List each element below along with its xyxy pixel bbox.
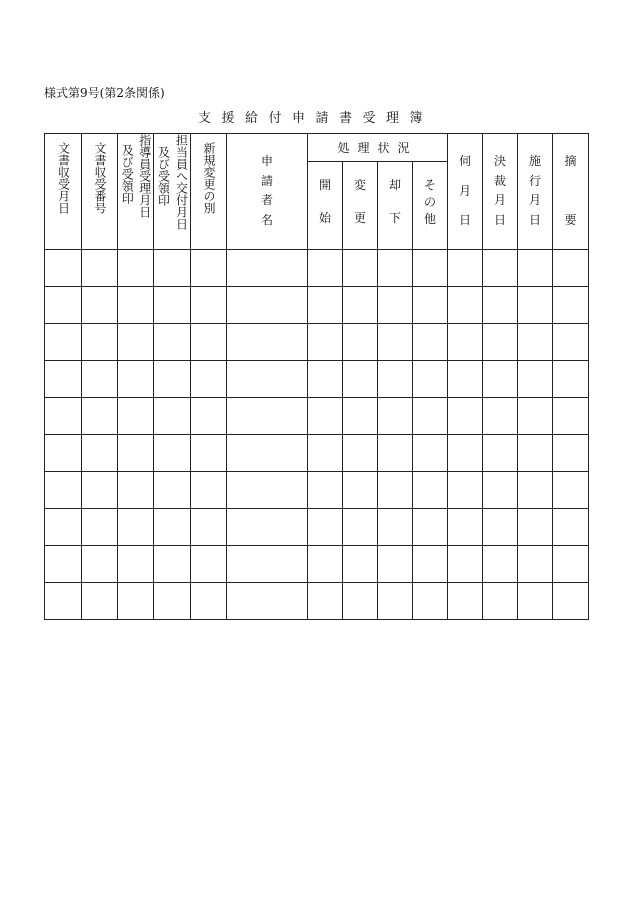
table-cell[interactable] [227, 324, 308, 361]
table-cell[interactable] [483, 398, 518, 435]
table-cell[interactable] [378, 583, 413, 620]
table-cell[interactable] [378, 250, 413, 287]
ledger-body [45, 250, 589, 620]
table-cell[interactable] [378, 324, 413, 361]
table-cell[interactable] [378, 287, 413, 324]
table-cell[interactable] [191, 324, 227, 361]
table-cell[interactable] [154, 583, 191, 620]
table-cell[interactable] [154, 324, 191, 361]
table-cell[interactable] [448, 361, 483, 398]
header-reject: 却 下 [378, 162, 413, 250]
table-cell[interactable] [227, 472, 308, 509]
table-cell[interactable] [553, 324, 589, 361]
table-cell[interactable] [227, 546, 308, 583]
table-cell[interactable] [413, 583, 448, 620]
table-cell[interactable] [343, 324, 378, 361]
table-cell[interactable] [154, 435, 191, 472]
table-cell[interactable] [82, 509, 118, 546]
table-cell[interactable] [448, 250, 483, 287]
table-cell[interactable] [45, 435, 82, 472]
table-cell[interactable] [518, 398, 553, 435]
table-cell[interactable] [191, 435, 227, 472]
table-cell[interactable] [518, 583, 553, 620]
table-cell[interactable] [343, 509, 378, 546]
table-cell[interactable] [483, 324, 518, 361]
table-cell[interactable] [118, 509, 154, 546]
table-cell[interactable] [191, 361, 227, 398]
table-cell[interactable] [308, 250, 343, 287]
table-row [45, 435, 589, 472]
table-cell[interactable] [154, 509, 191, 546]
table-cell[interactable] [82, 583, 118, 620]
table-cell[interactable] [45, 398, 82, 435]
table-cell[interactable] [154, 472, 191, 509]
table-cell[interactable] [45, 361, 82, 398]
table-cell[interactable] [45, 583, 82, 620]
table-cell[interactable] [553, 287, 589, 324]
table-cell[interactable] [308, 509, 343, 546]
header-other: そ の 他 [413, 162, 448, 250]
table-cell[interactable] [483, 287, 518, 324]
table-cell[interactable] [227, 435, 308, 472]
table-cell[interactable] [191, 472, 227, 509]
table-cell[interactable] [413, 435, 448, 472]
table-cell[interactable] [118, 398, 154, 435]
table-cell[interactable] [378, 435, 413, 472]
header-start: 開 始 [308, 162, 343, 250]
table-cell[interactable] [227, 361, 308, 398]
table-cell[interactable] [154, 546, 191, 583]
table-cell[interactable] [518, 472, 553, 509]
table-row [45, 472, 589, 509]
receipt-ledger-table [44, 133, 589, 620]
table-cell[interactable] [82, 546, 118, 583]
table-cell[interactable] [518, 324, 553, 361]
table-cell[interactable] [45, 287, 82, 324]
table-cell[interactable] [82, 472, 118, 509]
table-cell[interactable] [82, 398, 118, 435]
table-cell[interactable] [82, 287, 118, 324]
table-cell[interactable] [308, 324, 343, 361]
table-cell[interactable] [553, 250, 589, 287]
table-cell[interactable] [308, 472, 343, 509]
header-instructor-receipt: 及び受領印 指導員受理月日 [118, 134, 154, 250]
table-cell[interactable] [154, 398, 191, 435]
table-cell[interactable] [227, 287, 308, 324]
header-new-change: 新規変更の別 [191, 134, 227, 250]
table-cell[interactable] [413, 361, 448, 398]
table-cell[interactable] [343, 361, 378, 398]
table-cell[interactable] [518, 287, 553, 324]
table-cell[interactable] [45, 472, 82, 509]
table-row [45, 361, 589, 398]
table-cell[interactable] [553, 472, 589, 509]
table-cell[interactable] [378, 361, 413, 398]
table-cell[interactable] [518, 250, 553, 287]
header-change: 変 更 [343, 162, 378, 250]
table-cell[interactable] [553, 509, 589, 546]
table-cell[interactable] [483, 472, 518, 509]
table-cell[interactable] [191, 546, 227, 583]
table-cell[interactable] [343, 250, 378, 287]
form-number-label: 様式第9号(第2条関係) [44, 86, 165, 100]
table-cell[interactable] [45, 250, 82, 287]
table-row [45, 324, 589, 361]
table-cell[interactable] [483, 361, 518, 398]
table-row [45, 546, 589, 583]
table-cell[interactable] [154, 250, 191, 287]
table-cell[interactable] [553, 546, 589, 583]
table-cell[interactable] [154, 361, 191, 398]
table-cell[interactable] [448, 546, 483, 583]
header-enforcement-date: 施 行 月 日 [518, 134, 553, 250]
table-cell[interactable] [413, 398, 448, 435]
table-cell[interactable] [518, 509, 553, 546]
table-cell[interactable] [118, 583, 154, 620]
header-summary: 摘 要 [553, 134, 589, 250]
table-cell[interactable] [518, 435, 553, 472]
header-decision-date: 決 裁 月 日 [483, 134, 518, 250]
table-cell[interactable] [227, 398, 308, 435]
table-row [45, 250, 589, 287]
table-cell[interactable] [518, 546, 553, 583]
table-cell[interactable] [448, 472, 483, 509]
table-cell[interactable] [308, 583, 343, 620]
table-cell[interactable] [483, 250, 518, 287]
table-cell[interactable] [227, 509, 308, 546]
table-cell[interactable] [227, 250, 308, 287]
header-applicant-name: 申 請 者 名 [227, 134, 308, 250]
table-cell[interactable] [413, 250, 448, 287]
table-cell[interactable] [118, 250, 154, 287]
table-cell[interactable] [308, 287, 343, 324]
header-doc-received-date: 文書収受月日 [45, 134, 82, 250]
table-cell[interactable] [378, 546, 413, 583]
table-cell[interactable] [118, 435, 154, 472]
table-cell[interactable] [45, 324, 82, 361]
table-cell[interactable] [191, 583, 227, 620]
table-cell[interactable] [308, 398, 343, 435]
table-row [45, 287, 589, 324]
table-cell[interactable] [82, 435, 118, 472]
table-cell[interactable] [483, 583, 518, 620]
table-row [45, 509, 589, 546]
table-cell[interactable] [118, 361, 154, 398]
table-cell[interactable] [343, 398, 378, 435]
table-cell[interactable] [45, 546, 82, 583]
table-cell[interactable] [413, 472, 448, 509]
table-cell[interactable] [118, 472, 154, 509]
table-cell[interactable] [308, 435, 343, 472]
table-cell[interactable] [553, 398, 589, 435]
table-cell[interactable] [448, 324, 483, 361]
table-cell[interactable] [191, 250, 227, 287]
table-cell[interactable] [553, 583, 589, 620]
header-inquiry-date: 伺 月 日 [448, 134, 483, 250]
table-cell[interactable] [308, 361, 343, 398]
table-cell[interactable] [448, 509, 483, 546]
table-cell[interactable] [448, 583, 483, 620]
table-cell[interactable] [553, 361, 589, 398]
table-cell[interactable] [45, 509, 82, 546]
table-cell[interactable] [118, 324, 154, 361]
table-cell[interactable] [483, 546, 518, 583]
form-title: 支援給付申請書受理簿 [198, 111, 434, 126]
table-row [45, 583, 589, 620]
table-cell[interactable] [191, 398, 227, 435]
table-cell[interactable] [343, 583, 378, 620]
table-row [45, 398, 589, 435]
table-cell[interactable] [483, 435, 518, 472]
table-cell[interactable] [308, 546, 343, 583]
table-cell[interactable] [82, 324, 118, 361]
table-cell[interactable] [191, 287, 227, 324]
table-cell[interactable] [343, 435, 378, 472]
table-cell[interactable] [118, 287, 154, 324]
table-cell[interactable] [413, 287, 448, 324]
table-cell[interactable] [82, 361, 118, 398]
table-cell[interactable] [413, 546, 448, 583]
header-officer-delivery: 及び受領印 担当員へ交付月日 [154, 134, 191, 250]
table-cell[interactable] [154, 287, 191, 324]
table-cell[interactable] [343, 472, 378, 509]
table-cell[interactable] [343, 287, 378, 324]
table-cell[interactable] [448, 287, 483, 324]
table-cell[interactable] [518, 361, 553, 398]
table-cell[interactable] [191, 509, 227, 546]
table-cell[interactable] [118, 546, 154, 583]
table-cell[interactable] [413, 324, 448, 361]
table-cell[interactable] [553, 435, 589, 472]
table-cell[interactable] [343, 546, 378, 583]
table-cell[interactable] [227, 583, 308, 620]
table-cell[interactable] [378, 509, 413, 546]
table-cell[interactable] [378, 398, 413, 435]
table-cell[interactable] [82, 250, 118, 287]
table-cell[interactable] [448, 435, 483, 472]
header-processing-status: 処理状況 [308, 134, 448, 162]
table-cell[interactable] [378, 472, 413, 509]
table-cell[interactable] [483, 509, 518, 546]
table-cell[interactable] [413, 509, 448, 546]
header-doc-received-number: 文書収受番号 [82, 134, 118, 250]
table-cell[interactable] [448, 398, 483, 435]
